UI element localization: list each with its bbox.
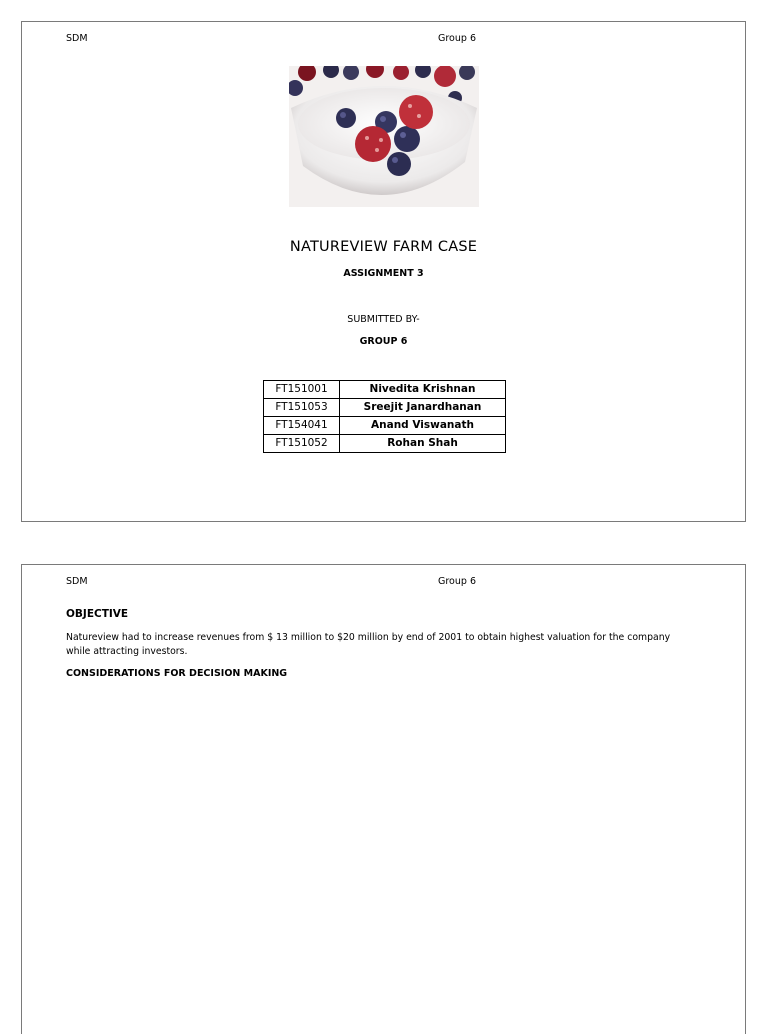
header-right: Group 6 xyxy=(438,576,476,587)
objective-text: Natureview had to increase revenues from $ 13 million to $20 million by end of 2001 to obtain highest valuation for the company while attracting investors. xyxy=(66,632,671,657)
assignment-label: ASSIGNMENT 3 xyxy=(343,268,424,279)
member-id: FT151053 xyxy=(264,399,340,417)
document-page-1 xyxy=(21,21,746,522)
member-id: FT154041 xyxy=(264,417,340,435)
member-id: FT151052 xyxy=(264,435,340,453)
header-left: SDM xyxy=(66,576,88,587)
submitted-by-label: SUBMITTED BY- xyxy=(347,314,420,325)
member-name: Rohan Shah xyxy=(340,435,506,453)
header-left: SDM xyxy=(66,33,88,44)
member-id: FT151001 xyxy=(264,381,340,399)
objective-heading: OBJECTIVE xyxy=(66,608,129,620)
document-page-2 xyxy=(21,564,746,1034)
yogurt-berries-photo xyxy=(289,66,479,207)
group-label: GROUP 6 xyxy=(359,336,408,347)
table-row xyxy=(264,399,506,417)
table-row xyxy=(264,381,506,399)
member-name: Nivedita Krishnan xyxy=(340,381,506,399)
member-name: Anand Viswanath xyxy=(340,417,506,435)
members-table xyxy=(263,380,506,453)
member-name: Sreejit Janardhanan xyxy=(340,399,506,417)
document-title: NATUREVIEW FARM CASE xyxy=(289,239,478,255)
header-right: Group 6 xyxy=(438,33,476,44)
considerations-heading: CONSIDERATIONS FOR DECISION MAKING xyxy=(66,668,288,679)
table-row xyxy=(264,417,506,435)
table-row xyxy=(264,435,506,453)
